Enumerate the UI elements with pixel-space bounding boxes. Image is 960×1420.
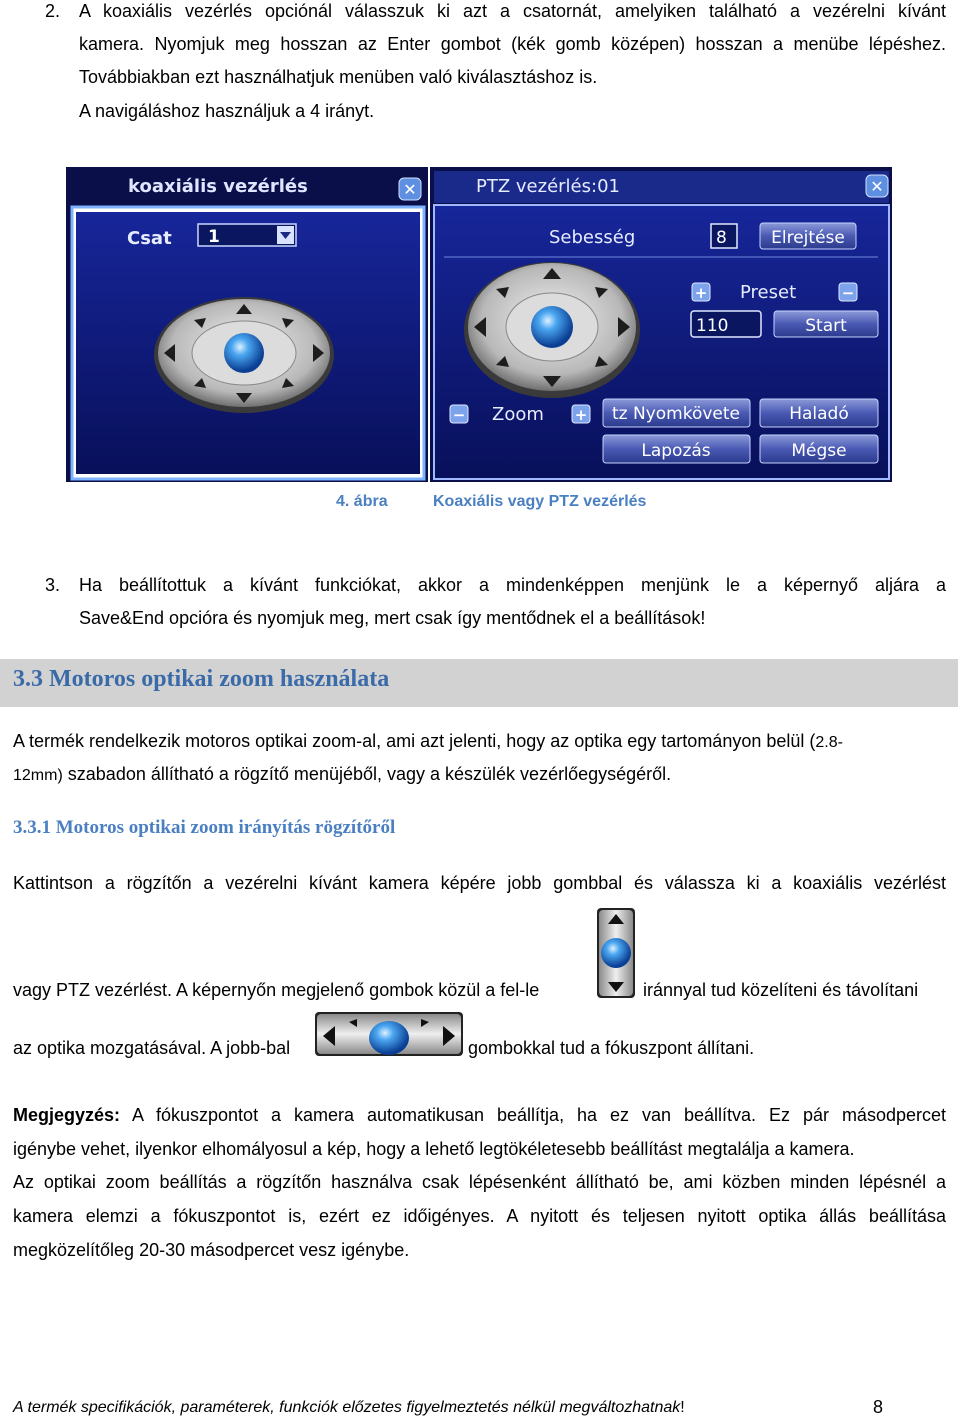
svg-text:+: +: [574, 406, 588, 424]
subsection-line3a: az optika mozgatásával. A jobb-bal: [13, 1038, 291, 1058]
subsection-line2b: iránnyal tud közelíteni és távolítani: [643, 980, 919, 1000]
enter-button-icon: [224, 333, 264, 373]
track-button-label: tz Nyomkövete: [611, 404, 741, 424]
note-line2: igénybe vehet, ilyenkor elhomályosul a kép, hogy a lehető legtökéletesebb beállítást megtalálja a kamera.: [13, 1139, 855, 1159]
subsection-line3b: gombokkal tud a fókuszpont állítani.: [468, 1038, 755, 1058]
note-line4: kamera elemzi a fókuszpontot is, ezért ez időigényes. A nyitott és teljesen nyitott optika állás beállítása: [13, 1206, 946, 1226]
footer-exclamation: !: [680, 1399, 685, 1416]
footer-text: A termék specifikációk, paraméterek, funkciók előzetes figyelmeztetés nélkül megváltozhatnak: [13, 1399, 681, 1416]
preset-label: Preset: [740, 282, 797, 303]
left-right-buttons-icon: [315, 1012, 463, 1056]
figure-caption: Koaxiális vagy PTZ vezérlés: [433, 493, 647, 510]
right-osd-title: PTZ vezérlés:01: [476, 176, 620, 197]
preset-input[interactable]: [691, 311, 761, 337]
svg-text:✕: ✕: [403, 180, 417, 199]
speed-value: 8: [716, 228, 727, 248]
track-button[interactable]: [603, 399, 750, 427]
note-line5: megközelítőleg 20-30 másodpercet vesz igénybe.: [13, 1240, 410, 1260]
note-line3: Az optikai zoom beállítás a rögzítőn használva csak lépésenként állítható be, ami közben minden lépésnél a: [13, 1172, 946, 1192]
svg-text:−: −: [841, 284, 855, 302]
section-paragraph-line1-text: A termék rendelkezik motoros optikai zoom-al, ami azt jelenti, hogy az optika egy tartományon belül (: [13, 731, 816, 751]
zoom-minus-icon[interactable]: [450, 405, 468, 424]
item2-line1: A koaxiális vezérlés opciónál válasszuk ki azt a csatornát, amelyiken található a vezérelni kívánt: [79, 1, 946, 21]
range-start: 2.8-: [815, 734, 843, 751]
list-number-2: 2.: [45, 1, 61, 21]
subsection-line1: Kattintson a rögzítőn a vezérelni kívánt kamera képére jobb gombbal és válassza ki a koaxiális vezérlést: [13, 873, 946, 893]
section-paragraph-line2-text: szabadon állítható a rögzítő menüjéből, vagy a készülék vezérlőegységéről.: [62, 764, 672, 784]
note-line1-text: A fókuszpontot a kamera automatikusan beállítja, ha ez van beállítva. Ez pár másodpercet: [120, 1105, 946, 1125]
left-direction-pad[interactable]: [154, 297, 334, 413]
right-close-icon[interactable]: [866, 175, 888, 197]
left-osd-title-text: koaxiális vezérlés: [128, 176, 308, 197]
page-number: 8: [873, 1397, 884, 1417]
section-paragraph-line1: [13, 724, 948, 760]
channel-select[interactable]: [198, 224, 296, 247]
advanced-button[interactable]: [760, 399, 878, 427]
subsection-heading: 3.3.1 Motoros optikai zoom irányítás rögzítőről: [13, 817, 396, 838]
figure-number: 4. ábra: [336, 493, 388, 510]
section-heading: 3.3 Motoros optikai zoom használata: [13, 666, 390, 692]
speed-input[interactable]: [711, 224, 737, 248]
right-direction-pad[interactable]: [464, 262, 640, 398]
channel-select-value: 1: [208, 227, 220, 247]
left-channel-label: Csat: [127, 228, 172, 249]
item2-line2: kamera. Nyomjuk meg hosszan az Enter gombot (kék gomb középen) hosszan a menübe lépéshez.: [79, 34, 946, 54]
svg-text:−: −: [452, 406, 466, 424]
left-close-icon[interactable]: [399, 178, 421, 200]
zoom-plus-icon[interactable]: [572, 405, 590, 424]
list-number-3: 3.: [45, 575, 61, 595]
preset-value: 110: [696, 316, 729, 336]
preset-plus-icon[interactable]: [692, 283, 710, 302]
start-button-label: Start: [805, 316, 847, 336]
up-down-buttons-icon: [596, 908, 636, 998]
enter-button-icon: [531, 306, 573, 348]
left-osd-title: [128, 176, 308, 197]
subsection-line2a: vagy PTZ vezérlést. A képernyőn megjelenő gombok közül a fel-le: [13, 980, 540, 1000]
cancel-button-label: Mégse: [791, 441, 847, 461]
item3-line2: Save&End opcióra és nyomjuk meg, mert csak így mentődnek el a beállítások!: [79, 608, 706, 628]
preset-minus-icon[interactable]: [839, 283, 857, 302]
advanced-button-label: Haladó: [789, 404, 849, 424]
ptz-control-screenshot: [66, 167, 892, 482]
scan-button[interactable]: [603, 435, 750, 463]
svg-text:✕: ✕: [870, 177, 884, 196]
zoom-label: Zoom: [492, 404, 544, 425]
speed-label: Sebesség: [549, 227, 636, 248]
start-button[interactable]: [774, 311, 878, 337]
cancel-button[interactable]: [760, 435, 878, 463]
hide-button-label: Elrejtése: [771, 228, 845, 248]
scan-button-label: Lapozás: [641, 441, 711, 461]
footer-disclaimer: [13, 1396, 685, 1420]
item3-line1: Ha beállítottuk a kívánt funkciókat, akkor a mindenképpen menjünk le a képernyő aljára a: [79, 575, 946, 595]
note-label: Megjegyzés:: [13, 1105, 121, 1125]
note-line1: [13, 1098, 946, 1132]
svg-text:+: +: [694, 284, 708, 302]
item2-line4: A navigáláshoz használjuk a 4 irányt.: [79, 101, 375, 121]
range-end: 12mm): [13, 767, 63, 784]
hide-button[interactable]: [760, 223, 856, 249]
item2-line3: Továbbiakban ezt használhatjuk menüben való kiválasztáshoz is.: [79, 67, 598, 87]
section-paragraph-line2: [13, 757, 671, 793]
